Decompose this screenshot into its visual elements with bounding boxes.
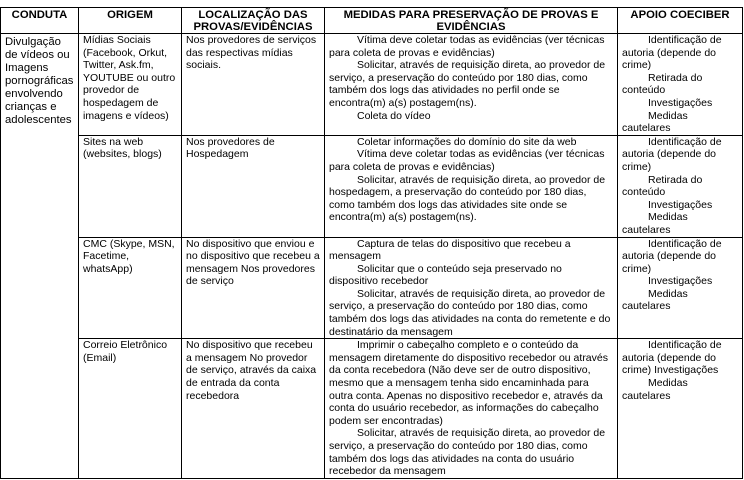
medida-item: Solicitar, através de requisição direta, ao provedor de hospedagem, a preservação do conteúdo por 180 dias, como também dos logs das atividades site onde se encontra(m) a(s) postagem(ns). bbox=[329, 173, 606, 224]
apoio-item: Medidas cautelares bbox=[622, 109, 688, 135]
localizacao-cell: No dispositivo que enviou e no dispositivo que recebeu a mensagem Nos provedores de serviço bbox=[182, 237, 325, 339]
apoio-item: Identificação de autoria (depende do crime) bbox=[622, 237, 722, 275]
apoio-item: Medidas cautelares bbox=[622, 377, 688, 402]
origem-cell: CMC (Skype, MSN, Facetime, whatsApp) bbox=[79, 237, 182, 339]
medida-item: Vítima deve coletar todas as evidências (ver técnicas para coleta de provas e evidências) bbox=[329, 34, 605, 59]
header-localizacao: LOCALIZAÇÃO DAS PROVAS/EVIDÊNCIAS bbox=[182, 8, 325, 34]
apoio-item: Retirada do conteúdo bbox=[622, 173, 703, 199]
medida-item: Coletar informações do domínio do site da web bbox=[357, 135, 577, 148]
apoio-item: Identificação de autoria (depende do crime) bbox=[622, 135, 722, 173]
medida-item: Captura de telas do dispositivo que recebeu a mensagem bbox=[329, 237, 571, 263]
apoio-item: Investigações bbox=[648, 275, 713, 288]
medida-item: Imprimir o cabeçalho completo e o conteúdo da mensagem diretamente do dispositivo recebedor ou através da conta recebedora (Não deve ser de outro dispositivo, mesmo que a mensagem tenha sido encaminhada para outra conta. Apenas no dispositivo recebedor e, através da conta do usuário recebedor, as informações do cabeçalho podem ser encontradas) bbox=[329, 339, 608, 427]
origem-cell: Mídias Sociais (Facebook, Orkut, Twitter, Ask.fm, YOUTUBE ou outro provedor de hospedagem de imagens e vídeos) bbox=[79, 34, 182, 136]
origem-cell: Sites na web (websites, blogs) bbox=[79, 135, 182, 237]
table-row bbox=[1, 34, 743, 136]
header-medidas: MEDIDAS PARA PRESERVAÇÃO DE PROVAS E EVIDÊNCIAS bbox=[325, 8, 618, 34]
header-conduta: CONDUTA bbox=[1, 8, 79, 34]
apoio-cell bbox=[618, 135, 743, 237]
apoio-item: Investigações bbox=[648, 198, 713, 211]
medidas-cell bbox=[325, 34, 618, 136]
localizacao-cell: No dispositivo que recebeu a mensagem No provedor de serviço, através da caixa de entrada da conta recebedora bbox=[182, 339, 325, 479]
localizacao-cell: Nos provedores de Hospedagem bbox=[182, 135, 325, 237]
medida-item: Solicitar, através de requisição direta, ao provedor de serviço, a preservação do conteúdo por 180 dias, como também dos logs das atividades na conta do usuário recebedor da mensagem bbox=[329, 427, 606, 478]
medida-item: Solicitar, através de requisição direta, ao provedor de serviço, a preservação do conteúdo por 180 dias, como também dos logs das atividades no perfil onde se encontra(m) a(s) postagem(ns). bbox=[329, 59, 606, 109]
header-origem: ORIGEM bbox=[79, 8, 182, 34]
apoio-item: Identificação de autoria (depende do crime) bbox=[622, 34, 722, 72]
apoio-item: Medidas cautelares bbox=[622, 287, 688, 313]
header-apoio: APOIO COECIBER bbox=[618, 8, 743, 34]
apoio-item: Identificação de autoria (depende do crime) Investigações bbox=[622, 339, 722, 377]
apoio-cell bbox=[618, 237, 743, 339]
medida-item: Solicitar, através de requisição direta, ao provedor de serviço, a preservação do conteúdo por 180 dias, como também dos logs das atividades na conta do remetente e do destinatário da mensagem bbox=[329, 287, 611, 338]
table-row bbox=[1, 135, 743, 237]
evidence-table bbox=[0, 7, 743, 479]
medidas-cell bbox=[325, 339, 618, 479]
medidas-cell bbox=[325, 237, 618, 339]
apoio-cell bbox=[618, 339, 743, 479]
medida-item: Vítima deve coletar todas as evidências (ver técnicas para coleta de provas e evidências) bbox=[329, 148, 605, 173]
medida-item: Coleta do vídeo bbox=[357, 109, 431, 122]
origem-cell: Correio Eletrônico (Email) bbox=[79, 339, 182, 479]
localizacao-cell: Nos provedores de serviços das respectivas mídias sociais. bbox=[182, 34, 325, 136]
medidas-cell bbox=[325, 135, 618, 237]
medida-item: Solicitar que o conteúdo seja preservado no dispositivo recebedor bbox=[329, 262, 562, 288]
apoio-cell bbox=[618, 34, 743, 136]
apoio-item: Investigações bbox=[648, 96, 713, 109]
apoio-item: Retirada do conteúdo bbox=[622, 71, 703, 97]
table-row bbox=[1, 339, 743, 479]
conduta-cell: Divulgação de vídeos ou Imagens pornográficas envolvendo crianças e adolescentes bbox=[1, 34, 79, 479]
header-row bbox=[1, 8, 743, 34]
table-row bbox=[1, 237, 743, 339]
apoio-item: Medidas cautelares bbox=[622, 211, 688, 236]
